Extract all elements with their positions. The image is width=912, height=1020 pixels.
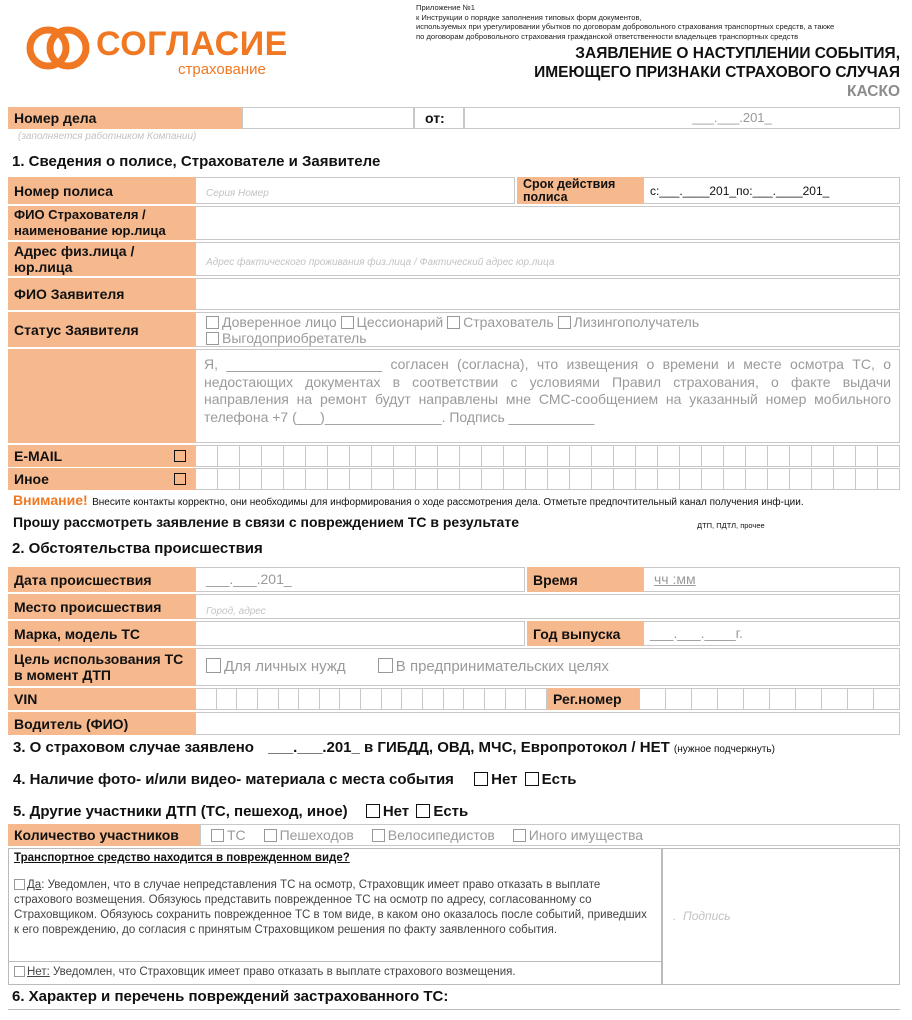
section-4-text: 4. Наличие фото- и/или видео- материала с места события [13, 771, 454, 788]
case-date-value: ___.___.201_ [692, 110, 772, 125]
policy-term-field[interactable] [643, 177, 900, 204]
applicant-status-label: Статус Заявителя [8, 312, 195, 347]
brand-subtitle: страхование [178, 61, 266, 78]
other-grid[interactable] [195, 468, 900, 490]
year-value: ___.___.____г. [650, 625, 743, 641]
case-number-label: Номер дела [8, 107, 242, 129]
insurer-name-label: ФИО Страхователя / наименование юр.лица [8, 206, 195, 240]
participants-no-checkbox[interactable] [366, 804, 380, 818]
signature-label: Подпись [683, 909, 731, 923]
policy-number-label: Номер полиса [8, 177, 195, 204]
count-option[interactable] [513, 827, 643, 843]
status-option-label: Доверенное лицо [222, 314, 337, 330]
checkbox-icon [558, 316, 571, 329]
policy-number-field[interactable] [195, 177, 515, 204]
checkbox-icon [378, 658, 393, 673]
appendix-note [416, 3, 834, 41]
participants-yes-checkbox[interactable] [416, 804, 430, 818]
title-line-3: КАСКО [847, 83, 900, 100]
section-4 [13, 771, 577, 788]
purpose-personal-label: Для личных нужд [224, 658, 346, 675]
address-field[interactable] [195, 242, 900, 276]
section-3-date: ___.___.201_ [268, 739, 360, 756]
status-option[interactable] [341, 314, 444, 330]
count-option-label: Велосипедистов [387, 827, 495, 843]
case-date-field[interactable] [464, 107, 900, 129]
title-line-1: ЗАЯВЛЕНИЕ О НАСТУПЛЕНИИ СОБЫТИЯ, [575, 45, 900, 62]
signature-field[interactable] [662, 848, 900, 985]
incident-place-field[interactable] [195, 594, 900, 619]
address-placeholder: Адрес фактического проживания физ.лица / Фактический адрес юр.лица [206, 257, 555, 268]
checkbox-icon [206, 332, 219, 345]
request-hint: ДТП, ПДТЛ, прочее [697, 521, 765, 530]
incident-date-value: ___.___.201_ [206, 571, 292, 587]
damaged-yes-label: Да [27, 879, 42, 891]
participants-count-field [200, 824, 900, 846]
consent-statement: Я, ____________________ согласен (согласна), что извещения о времени и месте осмотра ТС, о недостающих документах в соответствии с условиями Правил страхования, о факте выдачи направления на ремонт будут направлены мне СМС-сообщением на указанный номер мобильного телефона +7 (___)_______________. Подпись ___________ [204, 356, 891, 425]
damaged-no-text: Уведомлен, что Страховщик имеет право отказать в выплате страхового возмещения. [52, 966, 516, 978]
section-3-suffix: в ГИБДД, ОВД, МЧС, Европротокол / НЕТ [364, 739, 670, 756]
case-from-label [414, 107, 464, 129]
email-checkbox[interactable] [174, 450, 186, 462]
email-label [8, 445, 195, 467]
incident-date-label: Дата происшествия [8, 567, 195, 592]
checkbox-icon [264, 829, 277, 842]
incident-date-field[interactable] [195, 567, 525, 592]
usage-purpose-label: Цель использования ТС в момент ДТП [8, 648, 195, 686]
case-note: (заполняется работником Компании) [18, 131, 197, 142]
status-option-label: Выгодоприобретатель [222, 330, 367, 346]
section-6-line [8, 1009, 900, 1010]
email-grid[interactable] [195, 445, 900, 467]
checkbox-icon [341, 316, 354, 329]
status-option[interactable] [206, 314, 337, 330]
driver-field[interactable] [195, 712, 900, 735]
applicant-status-field [195, 312, 900, 347]
policy-term-label: Срок действия полиса [517, 177, 643, 204]
year-field[interactable] [643, 621, 900, 646]
count-option-label: Пешеходов [279, 827, 354, 843]
from-text: от: [425, 110, 445, 126]
damaged-divider [8, 961, 662, 962]
status-option-label: Лизингополучатель [573, 314, 700, 330]
section-5-text: 5. Другие участники ДТП (ТС, пешеход, иное) [13, 803, 348, 820]
count-option[interactable] [211, 827, 246, 843]
status-option-label: Цессионарий [356, 314, 444, 330]
checkbox-icon [447, 316, 460, 329]
reg-number-label: Рег.номер [547, 688, 639, 710]
incident-place-label: Место происшествия [8, 594, 195, 619]
status-option[interactable] [206, 330, 367, 346]
policy-placeholder: Серия Номер [206, 188, 269, 199]
insurer-name-field[interactable] [195, 206, 900, 240]
yes-checkbox-icon[interactable] [14, 879, 25, 890]
document-title [534, 44, 900, 101]
participants-count-label: Количество участников [8, 824, 200, 846]
damaged-question: Транспортное средство находится в поврежденном виде? [14, 852, 350, 864]
reg-number-grid[interactable] [639, 688, 900, 710]
damaged-yes-text: : Уведомлен, что в случае непредставления ТС на осмотр, Страховщик имеет право отказать в выплате страхового возмещения. Обязуюсь представить поврежденное ТС на осмотр по адресу, согласованному со Страховщиком. Обязуюсь сохранить поврежденное ТС в том виде, в каком оно оказалось после событий, приведших к его повреждению, до согласия с принятым Страховщиком решения по факту заявленного события. [14, 879, 647, 936]
status-option[interactable] [558, 314, 700, 330]
appendix-line: по договорам добровольного страхования гражданской ответственности владельцев транспортных средств [416, 31, 799, 41]
email-label-text: E-MAIL [14, 448, 63, 464]
other-checkbox[interactable] [174, 473, 186, 485]
vehicle-model-field[interactable] [195, 621, 525, 646]
purpose-business[interactable] [378, 658, 609, 675]
checkbox-icon [206, 316, 219, 329]
section-3 [13, 739, 775, 756]
participants-yes-label: Есть [433, 803, 469, 820]
other-label-text: Иное [14, 471, 49, 487]
photo-yes-label: Есть [541, 771, 577, 788]
case-number-field[interactable] [242, 107, 414, 129]
vin-grid[interactable] [195, 688, 547, 710]
section-3-prefix: 3. О страховом случае заявлено [13, 739, 254, 756]
purpose-business-label: В предпринимательских целях [395, 658, 609, 675]
other-label [8, 468, 195, 490]
request-text: Прошу рассмотреть заявление в связи с повреждением ТС в результате [13, 514, 519, 530]
time-value: чч :мм [654, 571, 696, 587]
no-checkbox-icon[interactable] [14, 966, 25, 977]
vin-label: VIN [8, 688, 195, 710]
photo-no-checkbox[interactable] [474, 772, 488, 786]
consent-label-block [8, 349, 195, 443]
section-6-heading: 6. Характер и перечень повреждений застрахованного ТС: [12, 988, 449, 1005]
photo-no-label: Нет [491, 771, 518, 788]
applicant-name-label: ФИО Заявителя [8, 278, 195, 310]
checkbox-icon [211, 829, 224, 842]
section-5 [13, 803, 468, 820]
driver-label: Водитель (ФИО) [8, 712, 195, 735]
checkbox-icon [372, 829, 385, 842]
policy-term-value: с:___.____201_по:___.____201_ [650, 184, 830, 198]
section-2-heading: 2. Обстоятельства происшествия [12, 540, 263, 557]
applicant-name-field[interactable] [195, 278, 900, 310]
participants-no-label: Нет [382, 803, 410, 820]
logo [26, 24, 296, 84]
status-option-label: Страхователь [463, 314, 554, 330]
attention-word: Внимание! [13, 492, 88, 508]
attention-note [13, 492, 804, 510]
brand-name: СОГЛАСИЕ [96, 25, 288, 63]
count-option-label: ТС [227, 827, 246, 843]
address-label: Адрес физ.лица / юр.лица [8, 242, 195, 276]
consent-text [195, 349, 900, 443]
count-option-label: Иного имущества [528, 827, 644, 843]
vehicle-model-label: Марка, модель ТС [8, 621, 195, 646]
status-option[interactable] [447, 314, 554, 330]
damaged-yes [14, 878, 654, 938]
usage-purpose-field [195, 648, 900, 686]
damaged-no [14, 966, 516, 978]
checkbox-icon [206, 658, 221, 673]
photo-yes-checkbox[interactable] [525, 772, 539, 786]
time-label: Время [527, 567, 643, 592]
section-3-note: (нужное подчеркнуть) [673, 744, 775, 755]
section-1-heading: 1. Сведения о полисе, Страхователе и Заявителе [12, 153, 381, 170]
appendix-line: Приложение №1 [416, 3, 476, 12]
attention-text: Внесите контакты корректно, они необходимы для информирования о ходе рассмотрения дела. Отметьте предпочтительный канал получения инф-ции. [92, 497, 804, 508]
place-placeholder: Город, адрес [206, 606, 266, 617]
title-line-2: ИМЕЮЩЕГО ПРИЗНАКИ СТРАХОВОГО СЛУЧАЯ [534, 64, 900, 81]
appendix-line: используемых при урегулировании убытков по договорам добровольного страхования транспортных средств, а также [416, 22, 835, 31]
year-label: Год выпуска [527, 621, 643, 646]
count-option[interactable] [372, 827, 495, 843]
damaged-no-label: Нет: [27, 966, 50, 978]
time-field[interactable] [643, 567, 900, 592]
logo-rings-icon [26, 26, 92, 70]
checkbox-icon [513, 829, 526, 842]
appendix-line: к Инструкции о порядке заполнения типовых форм документов, [416, 12, 642, 22]
signature-placeholder: . Подпись [673, 909, 731, 923]
count-option[interactable] [264, 827, 354, 843]
purpose-personal[interactable] [206, 658, 346, 675]
